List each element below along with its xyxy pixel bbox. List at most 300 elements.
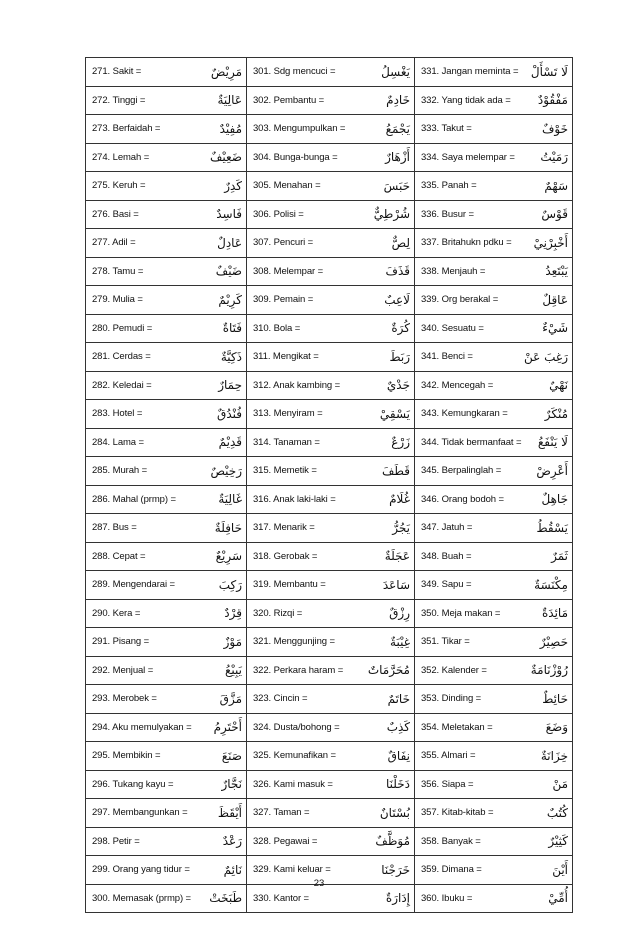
entry-label: 333. Takut = (421, 123, 472, 135)
arabic-word: أَحْتَرِمُ (213, 720, 242, 735)
entry-label: 329. Kami keluar = (253, 864, 331, 876)
arabic-word: مَنْ (552, 777, 568, 792)
vocab-cell (415, 656, 573, 685)
vocab-cell (415, 742, 573, 771)
entry-label: 338. Menjauh = (421, 265, 486, 277)
vocab-cell (415, 428, 573, 457)
arabic-word: رِزْقٌ (389, 606, 410, 621)
arabic-word: شُرْطِيٌّ (373, 207, 410, 222)
table-row (86, 514, 573, 543)
arabic-word: مُحَرَّمَاتٌ (367, 663, 410, 678)
vocab-cell (86, 343, 247, 372)
arabic-word: خَوْفٌ (541, 121, 568, 136)
arabic-word: قَدِيْمٌ (218, 435, 242, 450)
vocab-cell (247, 628, 415, 657)
entry-label: 357. Kitab-kitab = (421, 807, 494, 819)
entry-label: 350. Meja makan = (421, 607, 501, 619)
entry-label: 356. Siapa = (421, 778, 474, 790)
vocab-entry (92, 635, 242, 649)
vocab-cell (415, 115, 573, 144)
entry-label: 304. Bunga-bunga = (253, 151, 338, 163)
entry-label: 352. Kalender = (421, 664, 487, 676)
vocab-cell (247, 713, 415, 742)
vocab-cell (415, 827, 573, 856)
entry-label: 278. Tamu = (92, 265, 144, 277)
table-row (86, 200, 573, 229)
arabic-word: كُتُبٌ (546, 805, 568, 820)
table-row (86, 115, 573, 144)
vocab-entry (421, 179, 568, 193)
vocab-entry (92, 207, 242, 221)
entry-label: 358. Banyak = (421, 835, 481, 847)
entry-label: 298. Petir = (92, 835, 140, 847)
vocab-entry (253, 464, 410, 478)
arabic-word: مُوَظَّفٌ (375, 834, 410, 849)
vocab-entry (92, 606, 242, 620)
arabic-word: أَيْقَظَ (217, 805, 242, 820)
entry-label: 272. Tinggi = (92, 94, 146, 106)
vocab-cell (247, 542, 415, 571)
entry-label: 336. Busur = (421, 208, 474, 220)
vocab-cell (247, 485, 415, 514)
entry-label: 324. Dusta/bohong = (253, 721, 340, 733)
arabic-word: فُنْدُقٌ (217, 406, 242, 421)
vocab-cell (247, 343, 415, 372)
entry-label: 344. Tidak bermanfaat = (421, 436, 522, 448)
vocab-cell (247, 514, 415, 543)
vocab-entry (253, 492, 410, 506)
vocab-entry (253, 350, 410, 364)
vocab-entry (421, 606, 568, 620)
vocab-entry (92, 663, 242, 677)
vocab-cell (415, 457, 573, 486)
arabic-word: نَائِمٌ (223, 862, 242, 877)
arabic-word: غُلَامٌ (389, 492, 410, 507)
vocab-entry (92, 692, 242, 706)
vocab-cell (247, 685, 415, 714)
table-row (86, 628, 573, 657)
vocab-entry (421, 207, 568, 221)
entry-label: 360. Ibuku = (421, 892, 473, 904)
entry-label: 355. Almari = (421, 750, 476, 762)
entry-label: 287. Bus = (92, 522, 137, 534)
arabic-word: يَجُرُّ (392, 520, 410, 535)
arabic-word: رَخِيْصٌ (210, 463, 242, 478)
vocab-entry (253, 407, 410, 421)
vocab-entry (421, 521, 568, 535)
arabic-word: يَبْتَعِدُ (545, 264, 568, 279)
vocab-cell (247, 314, 415, 343)
arabic-word: كَرِيْمٌ (218, 292, 242, 307)
vocab-cell (86, 799, 247, 828)
vocab-cell (86, 656, 247, 685)
vocab-entry (92, 236, 242, 250)
entry-label: 311. Mengikat = (253, 351, 319, 363)
entry-label: 315. Memetik = (253, 465, 317, 477)
arabic-word: رَمَيْتُ (540, 150, 568, 165)
vocab-entry (253, 93, 410, 107)
vocab-entry (92, 378, 242, 392)
table-row (86, 58, 573, 87)
table-row (86, 799, 573, 828)
table-row (86, 343, 573, 372)
arabic-word: يَبِيْعُ (225, 663, 242, 678)
vocab-cell (86, 571, 247, 600)
table-row (86, 685, 573, 714)
vocab-entry (421, 578, 568, 592)
vocab-cell (247, 799, 415, 828)
arabic-word: لَا يَنْفَعُ (537, 435, 568, 450)
vocab-entry (253, 321, 410, 335)
entry-label: 313. Menyiram = (253, 408, 323, 420)
arabic-word: ذَكِيَّةٌ (220, 349, 242, 364)
vocab-cell (415, 599, 573, 628)
vocab-entry (421, 65, 568, 79)
vocab-cell (86, 200, 247, 229)
vocab-cell (415, 685, 573, 714)
vocab-cell (415, 143, 573, 172)
vocab-entry (253, 207, 410, 221)
vocab-cell (86, 685, 247, 714)
table-row (86, 827, 573, 856)
arabic-word: جَدْيٌ (386, 378, 410, 393)
entry-label: 348. Buah = (421, 550, 472, 562)
table-row (86, 571, 573, 600)
arabic-word: كَذِبٌ (386, 720, 410, 735)
arabic-word: طَبَخَتْ (209, 891, 242, 906)
vocab-entry (253, 749, 410, 763)
vocab-cell (247, 599, 415, 628)
vocab-cell (86, 314, 247, 343)
vocab-entry (253, 806, 410, 820)
vocab-entry (92, 777, 242, 791)
vocab-entry (92, 806, 242, 820)
entry-label: 337. Britahukn pdku = (421, 237, 512, 249)
entry-label: 286. Mahal (prmp) = (92, 493, 176, 505)
entry-label: 277. Adil = (92, 237, 136, 249)
vocab-cell (415, 770, 573, 799)
vocab-entry (253, 521, 410, 535)
vocab-entry (92, 321, 242, 335)
arabic-word: حَائِطٌ (542, 691, 568, 706)
arabic-word: دَخَلْنَا (385, 777, 410, 792)
arabic-word: ثَمَرٌ (551, 549, 568, 564)
entry-label: 341. Benci = (421, 351, 473, 363)
vocab-entry (92, 293, 242, 307)
vocabulary-table (85, 57, 573, 913)
vocab-entry (253, 635, 410, 649)
table-row (86, 542, 573, 571)
arabic-word: يَغْسِلُ (381, 64, 410, 79)
vocab-entry (92, 264, 242, 278)
vocab-entry (253, 891, 410, 905)
vocab-entry (92, 578, 242, 592)
table-row (86, 713, 573, 742)
table-row (86, 257, 573, 286)
table-row (86, 599, 573, 628)
vocab-entry (253, 65, 410, 79)
vocab-entry (421, 692, 568, 706)
arabic-word: يَسْقِيْ (379, 406, 410, 421)
vocab-cell (86, 542, 247, 571)
entry-label: 306. Polisi = (253, 208, 304, 220)
vocab-entry (253, 606, 410, 620)
vocab-entry (421, 720, 568, 734)
vocab-entry (421, 350, 568, 364)
entry-label: 342. Mencegah = (421, 379, 494, 391)
arabic-word: حَافِلَةٌ (214, 520, 242, 535)
entry-label: 325. Kemunafikan = (253, 750, 336, 762)
arabic-word: أُمِّيْ (548, 891, 568, 906)
entry-label: 294. Aku memulyakan = (92, 721, 192, 733)
vocab-entry (421, 777, 568, 791)
arabic-word: قَطَفَ (381, 463, 410, 478)
vocab-cell (415, 229, 573, 258)
vocab-cell (86, 143, 247, 172)
vocab-entry (253, 150, 410, 164)
entry-label: 328. Pegawai = (253, 835, 318, 847)
arabic-word: عَاقِلٌ (542, 292, 568, 307)
arabic-word: حِمَارٌ (218, 378, 242, 393)
entry-label: 346. Orang bodoh = (421, 493, 504, 505)
entry-label: 316. Anak laki-laki = (253, 493, 336, 505)
vocab-cell (86, 827, 247, 856)
arabic-word: مَزَّقَ (219, 691, 242, 706)
arabic-word: خَاتَمٌ (387, 691, 410, 706)
entry-label: 274. Lemah = (92, 151, 150, 163)
arabic-word: سَهْمٌ (544, 178, 568, 193)
arabic-word: مُنْكَرٌ (544, 406, 568, 421)
arabic-word: رَبَطَ (389, 349, 410, 364)
arabic-word: كُرَةٌ (391, 321, 410, 336)
vocab-entry (92, 407, 242, 421)
arabic-word: لَاعِبٌ (384, 292, 410, 307)
vocab-cell (86, 713, 247, 742)
entry-label: 281. Cerdas = (92, 351, 151, 363)
vocab-cell (86, 428, 247, 457)
vocab-entry (253, 236, 410, 250)
table-row (86, 742, 573, 771)
vocab-cell (415, 58, 573, 87)
arabic-word: رُوْزْنَامَةٌ (530, 663, 568, 678)
vocab-entry (253, 663, 410, 677)
entry-label: 308. Melempar = (253, 265, 324, 277)
vocab-entry (421, 407, 568, 421)
vocab-entry (421, 122, 568, 136)
arabic-word: قِرْدٌ (224, 606, 242, 621)
entry-label: 297. Membangunkan = (92, 807, 188, 819)
table-row (86, 286, 573, 315)
entry-label: 307. Pencuri = (253, 237, 314, 249)
vocab-entry (92, 521, 242, 535)
vocab-entry (421, 464, 568, 478)
arabic-word: قَذَفَ (385, 264, 410, 279)
entry-label: 291. Pisang = (92, 636, 150, 648)
entry-label: 305. Menahan = (253, 180, 321, 192)
vocab-entry (92, 350, 242, 364)
vocab-cell (247, 286, 415, 315)
vocab-entry (421, 635, 568, 649)
vocab-entry (421, 435, 568, 449)
vocab-cell (247, 400, 415, 429)
arabic-word: ضَعِيْفٌ (209, 150, 242, 165)
entry-label: 309. Pemain = (253, 294, 314, 306)
vocab-cell (86, 172, 247, 201)
vocab-cell (86, 115, 247, 144)
entry-label: 321. Menggunjing = (253, 636, 335, 648)
vocab-entry (253, 692, 410, 706)
entry-label: 275. Keruh = (92, 180, 146, 192)
arabic-word: عَالِيَةٌ (217, 93, 242, 108)
arabic-word: قَوْسٌ (541, 207, 568, 222)
vocab-cell (86, 628, 247, 657)
vocab-cell (86, 400, 247, 429)
arabic-word: يَجْمَعُ (385, 121, 410, 136)
arabic-word: خَرَجْنَا (381, 862, 410, 877)
vocab-entry (253, 179, 410, 193)
vocab-cell (247, 770, 415, 799)
arabic-word: أَخْبِرْنِيْ (533, 235, 568, 250)
entry-label: 300. Memasak (prmp) = (92, 892, 192, 904)
table-row (86, 229, 573, 258)
vocab-cell (415, 314, 573, 343)
entry-label: 302. Pembantu = (253, 94, 325, 106)
arabic-word: حَصِيْرٌ (539, 634, 568, 649)
table-row (86, 314, 573, 343)
vocab-cell (86, 371, 247, 400)
entry-label: 327. Taman = (253, 807, 310, 819)
entry-label: 292. Menjual = (92, 664, 154, 676)
table-row (86, 770, 573, 799)
vocab-cell (247, 827, 415, 856)
vocab-cell (86, 229, 247, 258)
entry-label: 318. Gerobak = (253, 550, 318, 562)
vocab-entry (253, 293, 410, 307)
vocab-entry (421, 749, 568, 763)
vocab-cell (247, 58, 415, 87)
vocab-cell (415, 400, 573, 429)
arabic-word: أَعْرِضْ (536, 463, 568, 478)
vocab-cell (86, 742, 247, 771)
entry-label: 284. Lama = (92, 436, 144, 448)
vocab-cell (415, 286, 573, 315)
arabic-word: مَفْقُوْدٌ (537, 93, 568, 108)
entry-label: 343. Kemungkaran = (421, 408, 508, 420)
arabic-word: أَيْنَ (552, 862, 568, 877)
vocab-cell (247, 571, 415, 600)
vocab-entry (421, 834, 568, 848)
vocab-cell (247, 371, 415, 400)
page-number: 23 (313, 878, 325, 889)
arabic-word: وَضَعَ (545, 720, 568, 735)
entry-label: 288. Cepat = (92, 550, 146, 562)
arabic-word: كَثِيْرٌ (548, 834, 568, 849)
vocab-entry (92, 749, 242, 763)
entry-label: 340. Sesuatu = (421, 322, 484, 334)
vocab-entry (92, 549, 242, 563)
table-row (86, 428, 573, 457)
vocab-cell (86, 58, 247, 87)
vocab-cell (247, 457, 415, 486)
entry-label: 345. Berpalinglah = (421, 465, 502, 477)
entry-label: 320. Rizqi = (253, 607, 303, 619)
vocab-entry (92, 464, 242, 478)
arabic-word: عَادِلٌ (217, 235, 242, 250)
entry-label: 283. Hotel = (92, 408, 143, 420)
arabic-word: حَبَسَ (383, 178, 410, 193)
vocab-cell (415, 485, 573, 514)
vocab-entry (253, 435, 410, 449)
vocab-entry (253, 720, 410, 734)
vocab-cell (247, 143, 415, 172)
arabic-word: عَجَلَةٌ (384, 549, 410, 564)
arabic-word: لِصٌّ (391, 235, 410, 250)
vocab-entry (92, 179, 242, 193)
table-row (86, 485, 573, 514)
vocab-cell (415, 628, 573, 657)
entry-label: 301. Sdg mencuci = (253, 66, 336, 78)
entry-label: 354. Meletakan = (421, 721, 493, 733)
entry-label: 296. Tukang kayu = (92, 778, 174, 790)
vocab-cell (415, 799, 573, 828)
vocab-cell (247, 257, 415, 286)
table-row (86, 400, 573, 429)
entry-label: 359. Dimana = (421, 864, 482, 876)
entry-label: 334. Saya melempar = (421, 151, 515, 163)
vocab-entry (253, 549, 410, 563)
vocab-cell (415, 713, 573, 742)
entry-label: 285. Murah = (92, 465, 148, 477)
entry-label: 273. Berfaidah = (92, 123, 161, 135)
entry-label: 312. Anak kambing = (253, 379, 341, 391)
entry-label: 331. Jangan meminta = (421, 66, 519, 78)
vocab-entry (421, 293, 568, 307)
vocab-cell (247, 172, 415, 201)
entry-label: 323. Cincin = (253, 693, 308, 705)
arabic-word: نَهْيٌ (549, 378, 568, 393)
table-row (86, 86, 573, 115)
entry-label: 317. Menarik = (253, 522, 315, 534)
vocab-entry (92, 834, 242, 848)
arabic-word: ضَيْفٌ (215, 264, 242, 279)
arabic-word: شَيْءٌ (542, 321, 568, 336)
entry-label: 303. Mengumpulkan = (253, 123, 346, 135)
vocab-entry (421, 321, 568, 335)
vocab-entry (421, 806, 568, 820)
vocab-entry (253, 264, 410, 278)
vocab-entry (421, 236, 568, 250)
arabic-word: رَعْدٌ (222, 834, 242, 849)
arabic-word: سَاعَدَ (382, 577, 410, 592)
arabic-word: رَغِبَ عَنْ (524, 349, 568, 364)
vocab-cell (415, 257, 573, 286)
arabic-word: زَرْعٌ (391, 435, 410, 450)
entry-label: 349. Sapu = (421, 579, 472, 591)
vocab-entry (421, 378, 568, 392)
arabic-word: سَرِيْعٌ (215, 549, 242, 564)
entry-label: 335. Panah = (421, 180, 477, 192)
vocab-cell (86, 257, 247, 286)
entry-label: 314. Tanaman = (253, 436, 320, 448)
vocab-entry (253, 777, 410, 791)
vocab-cell (415, 571, 573, 600)
entry-label: 353. Dinding = (421, 693, 482, 705)
entry-label: 271. Sakit = (92, 66, 142, 78)
vocab-cell (86, 770, 247, 799)
arabic-word: لَا تَسْأَلْ (530, 64, 568, 79)
arabic-word: إِدَارَةٌ (385, 891, 410, 906)
vocab-entry (92, 720, 242, 734)
